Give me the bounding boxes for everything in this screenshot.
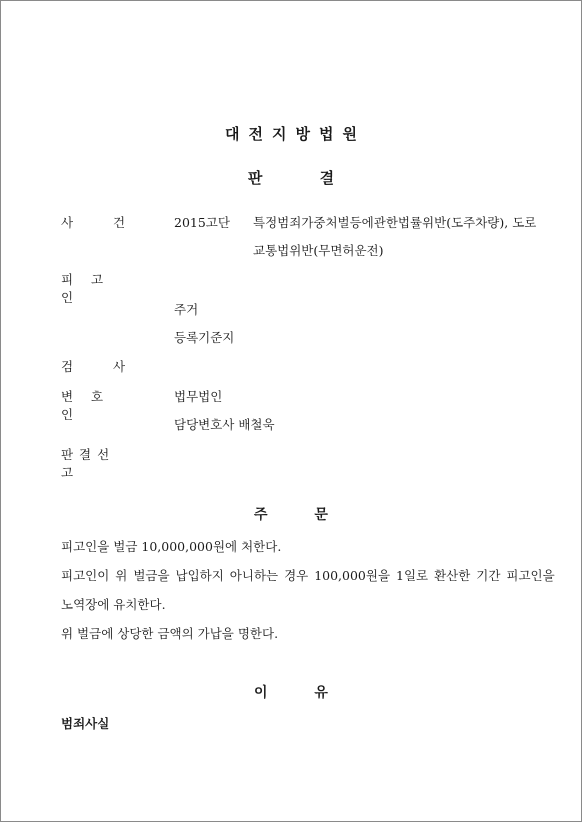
verdict-date-label bbox=[61, 445, 127, 481]
counsel-firm: 법무법인 bbox=[174, 389, 223, 404]
counsel-lawyer: 담당변호사 배철욱 bbox=[174, 417, 275, 432]
counsel-label bbox=[61, 387, 127, 423]
reasons-heading: 이 유 bbox=[254, 685, 328, 701]
disposition-line-4: 위 벌금에 상당한 금액의 가납을 명한다. bbox=[61, 626, 279, 641]
disposition-line-2: 피고인이 위 벌금을 납입하지 아니하는 경우 100,000원을 1일로 환산한 기간 피고인을 bbox=[61, 568, 555, 583]
case-charge-line1: 특정범죄가중처벌등에관한법률위반(도주차량), 도로 bbox=[253, 215, 537, 230]
disposition-line-3: 노역장에 유치한다. bbox=[61, 597, 166, 612]
defendant-label bbox=[61, 270, 127, 306]
case-charge-line2: 교통법위반(무면허운전) bbox=[253, 243, 384, 258]
counsel-label-text: 변 호 인 bbox=[61, 389, 104, 422]
prosecutor-label-text: 검 사 bbox=[61, 359, 126, 374]
defendant-registry-label: 등록기준지 bbox=[174, 330, 235, 345]
prosecutor-label bbox=[61, 357, 127, 375]
disposition-heading: 주 문 bbox=[254, 507, 328, 523]
case-number: 2015고단 bbox=[174, 215, 230, 230]
case-label-text: 사 건 bbox=[61, 215, 126, 230]
document-type: 판 결 bbox=[247, 169, 335, 187]
redaction-header-right bbox=[471, 31, 561, 91]
court-name: 대전지방법원 bbox=[225, 125, 366, 143]
case-label bbox=[61, 213, 127, 231]
reasons-subheading: 범죄사실 bbox=[61, 716, 110, 731]
redaction-header bbox=[31, 29, 291, 84]
defendant-address-label: 주거 bbox=[174, 302, 199, 317]
redaction-defendant-name bbox=[173, 267, 373, 285]
defendant-label-text: 피 고 인 bbox=[61, 272, 104, 305]
disposition-line-1: 피고인을 벌금 10,000,000원에 처한다. bbox=[61, 539, 282, 554]
verdict-date-label-text: 판 결 선 고 bbox=[61, 447, 110, 480]
